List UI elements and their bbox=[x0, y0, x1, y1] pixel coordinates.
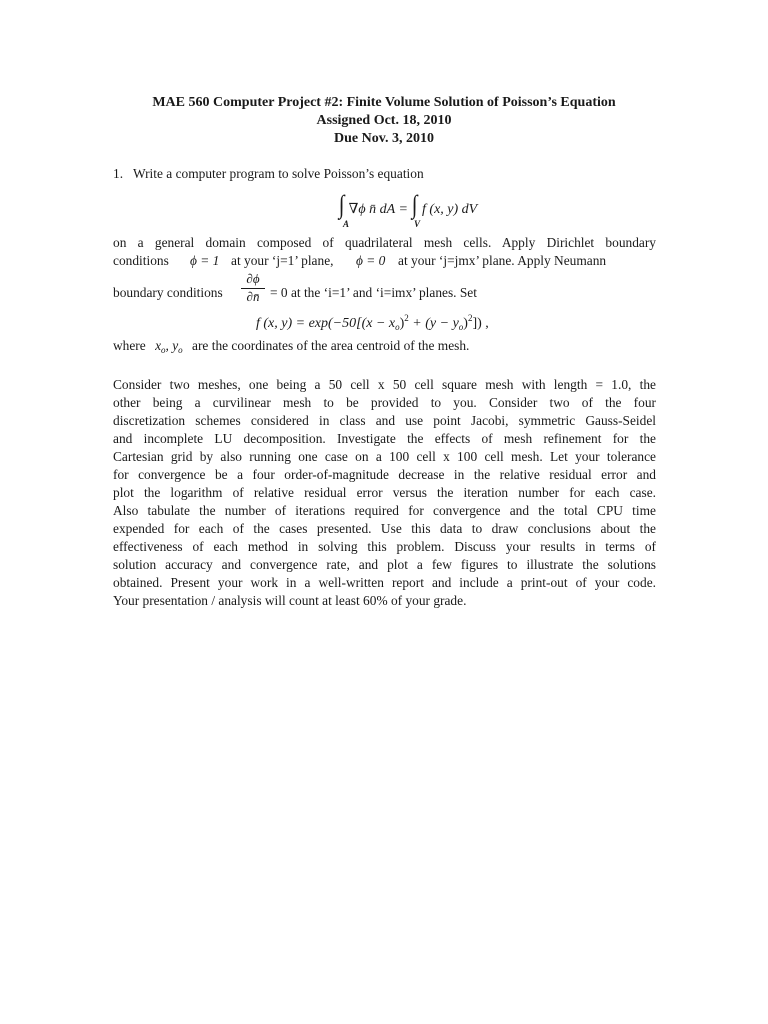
source-eq-part: ) bbox=[399, 316, 405, 331]
paragraph-line: obtained. Present your work in a well-written report and include a print-out of your code. bbox=[113, 575, 656, 590]
item-intro: Write a computer program to solve Poisson’s equation bbox=[133, 166, 424, 181]
where-sub: o bbox=[161, 345, 166, 355]
where-sub: o bbox=[178, 345, 183, 355]
derivative-denominator: ∂n̄ bbox=[246, 289, 260, 304]
integral-limit-v: V bbox=[414, 219, 421, 229]
document-title: MAE 560 Computer Project #2: Finite Volume Solution of Poisson’s Equation bbox=[152, 95, 616, 110]
where-line bbox=[113, 337, 469, 359]
source-eq-sup: 2 bbox=[404, 313, 409, 323]
paragraph-line: Cartesian grid by also running one case on a 100 cell x 100 cell mesh. Let your tolerance bbox=[113, 449, 656, 464]
paragraph-line: Consider two meshes, one being a 50 cell x 50 cell square mesh with length = 1.0, the bbox=[113, 377, 656, 392]
paragraph-line: for convergence be a four order-of-magnitude decrease in the relative residual error and bbox=[113, 467, 656, 482]
paragraph-line: Your presentation / analysis will count at least 60% of your grade. bbox=[113, 593, 467, 608]
paragraph-line: other being a curvilinear mesh to be provided to you. Consider two of the four bbox=[113, 395, 656, 410]
integral-sign-right: ∫ bbox=[412, 190, 418, 219]
dirichlet-j1-text: at your ‘j=1’ plane, bbox=[231, 253, 334, 268]
source-eq-sup: 2 bbox=[467, 313, 473, 323]
source-function-equation bbox=[256, 313, 489, 332]
where-label: where bbox=[113, 338, 146, 353]
source-eq-part: ) bbox=[463, 316, 468, 331]
source-eq-sub: o bbox=[458, 322, 464, 332]
assigned-date: Assigned Oct. 18, 2010 bbox=[316, 113, 452, 128]
where-var-x: x bbox=[155, 338, 162, 353]
source-eq-sub: o bbox=[395, 322, 400, 332]
paragraph-line: solution accuracy and convergence rate, and plot a few figures to illustrate the solutions bbox=[113, 557, 656, 572]
paragraph-line: expended for each of the cases presented. Use this data to draw conclusions about the bbox=[113, 521, 656, 536]
item-number: 1. bbox=[113, 166, 124, 181]
derivative-numerator: ∂ϕ bbox=[246, 271, 260, 286]
neumann-label: boundary conditions bbox=[113, 285, 223, 300]
integral-sign-left: ∫ bbox=[338, 190, 345, 219]
dirichlet-phi-zero: ϕ = 0 bbox=[356, 253, 386, 268]
source-eq-part: f (x, y) = exp(−50[(x − x bbox=[256, 316, 396, 331]
paragraph-line: Also tabulate the number of iterations required for convergence and the total CPU time bbox=[113, 503, 656, 518]
dirichlet-phi-one: ϕ = 1 bbox=[190, 253, 220, 268]
domain-line: on a general domain composed of quadrilateral mesh cells. Apply Dirichlet boundary bbox=[113, 235, 656, 250]
where-text: are the coordinates of the area centroid of the mesh. bbox=[192, 338, 470, 353]
source-eq-part: ]) , bbox=[472, 316, 489, 331]
dirichlet-jmx-text: at your ‘j=jmx’ plane. Apply Neumann bbox=[398, 253, 607, 268]
dirichlet-label: conditions bbox=[113, 253, 169, 268]
paragraph-line: plot the logarithm of relative residual error versus the iteration number for each case. bbox=[113, 485, 656, 500]
equation-lhs: ∇ϕ n̄ dA = bbox=[348, 202, 408, 217]
equation-rhs: f (x, y) dV bbox=[422, 202, 478, 217]
paragraph-line: discretization schemes considered in class and use point Jacobi, symmetric Gauss-Seidel bbox=[113, 413, 656, 428]
where-var-y: , y bbox=[165, 338, 179, 353]
paragraph-line: and incomplete LU decomposition. Investigate the effects of mesh refinement for the bbox=[113, 431, 656, 446]
integral-limit-a: A bbox=[343, 219, 350, 229]
due-date: Due Nov. 3, 2010 bbox=[334, 131, 434, 146]
integral-equation bbox=[338, 192, 477, 218]
neumann-planes-text: = 0 at the ‘i=1’ and ‘i=imx’ planes. Set bbox=[270, 285, 477, 300]
paragraph-line: effectiveness of each method in solving this problem. Discuss your results in terms of bbox=[113, 539, 656, 554]
source-eq-part: + (y − y bbox=[408, 316, 459, 331]
